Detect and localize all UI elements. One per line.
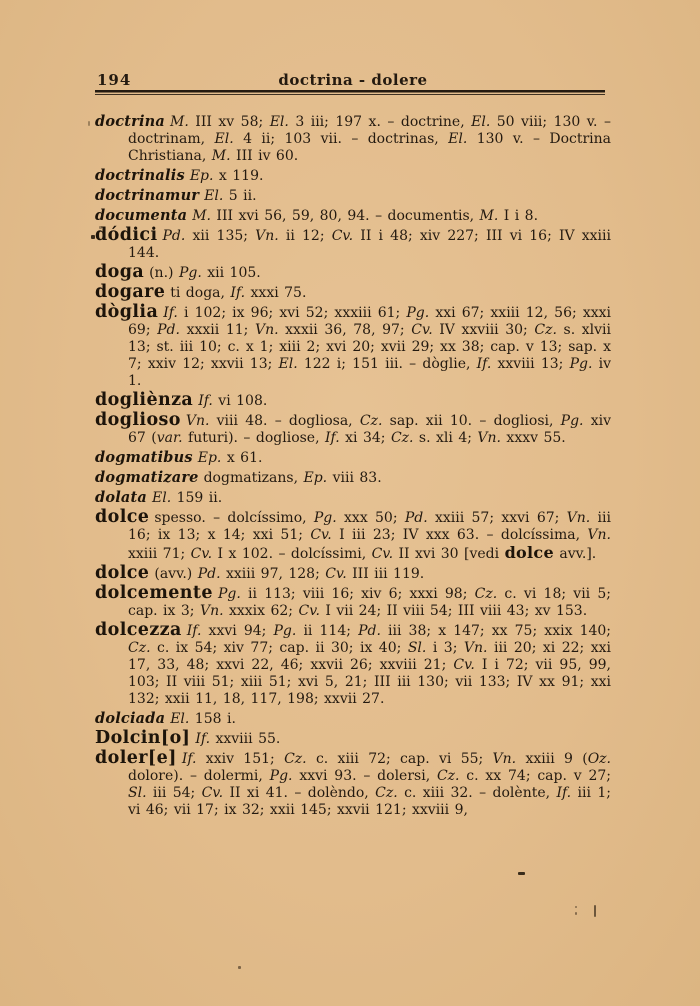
- entry-text: ti doga,: [170, 285, 231, 301]
- work-abbreviation: El.: [471, 114, 491, 130]
- entry-text: xxviii 13;: [491, 356, 570, 372]
- work-abbreviation: Cv.: [310, 527, 332, 543]
- headword: doglioso: [95, 410, 181, 430]
- entry-text: 159 ii.: [171, 490, 223, 506]
- headword: Dolcin[o]: [95, 728, 191, 748]
- work-abbreviation: Vn.: [254, 322, 279, 338]
- work-abbreviation: If.: [230, 285, 246, 301]
- entry-text: 130 v. – Doctrina Christiana,: [128, 131, 611, 164]
- entry-text: I vii 24; II viii 54; III viii 43; xv 153.: [319, 603, 588, 619]
- work-abbreviation: Pd.: [358, 623, 381, 639]
- scan-speck: [99, 226, 102, 229]
- entry-text: xxvi 94;: [201, 623, 274, 639]
- entry-text: xii 105.: [201, 265, 261, 281]
- work-abbreviation: El.: [170, 711, 190, 727]
- entry-text: II xvi 30 [vedi: [393, 546, 505, 562]
- entry-text: c. xiii 72; cap. vi 55;: [306, 751, 493, 767]
- entry-text: viii 83.: [327, 470, 382, 486]
- work-abbreviation: Cv.: [411, 322, 433, 338]
- entry-text: ii 114;: [296, 623, 359, 639]
- entry-text: iii 20; xi 22; xxi 17, 33, 48; xxvi 22, 46; xxvii 26; xxviii 21;: [128, 640, 612, 673]
- entry-text: xxiv 151;: [196, 751, 285, 767]
- entry-text: xxiii 57; xxvi 67;: [427, 510, 567, 526]
- entry-text: 3 iii; 197 x. – doctrine,: [288, 114, 472, 130]
- work-abbreviation: Pd.: [197, 566, 221, 582]
- work-abbreviation: If.: [186, 623, 202, 639]
- page-number: 194: [97, 71, 132, 89]
- entry: [95, 489, 611, 507]
- text-column: [95, 71, 611, 821]
- entry: [95, 509, 611, 563]
- entry-text: iii 1; vi 46; vii 17; ix 32; xxii 145; xxvii 121; xxviii 9,: [128, 785, 611, 818]
- work-abbreviation: Vn.: [492, 751, 517, 767]
- page-header: [95, 71, 611, 87]
- work-abbreviation: Pg.: [178, 265, 202, 281]
- entry-text: dolore). – dolermi,: [128, 768, 270, 784]
- entry-text: (avv.): [154, 566, 198, 582]
- work-abbreviation: Pg.: [406, 305, 430, 321]
- work-abbreviation: Pg.: [313, 510, 337, 526]
- entry-text: avv.].: [553, 546, 597, 562]
- work-abbreviation: If.: [181, 751, 197, 767]
- scan-speck: [518, 872, 525, 875]
- work-abbreviation: Vn.: [477, 430, 501, 446]
- entry: [95, 227, 611, 262]
- entry-text: I x 102. – dolcíssimi,: [212, 546, 372, 562]
- work-abbreviation: Cz.: [474, 586, 498, 602]
- scan-speck: [91, 235, 95, 239]
- work-abbreviation: Cz.: [359, 413, 383, 429]
- work-abbreviation: Vn.: [199, 603, 224, 619]
- entry-text: 4 ii; 103 vii. – doctrinas,: [233, 131, 449, 147]
- headword: doctrinalis: [95, 167, 185, 184]
- entry: [95, 113, 611, 165]
- headword: dogare: [95, 282, 166, 302]
- work-abbreviation: El.: [448, 131, 468, 147]
- headword: dódici: [95, 225, 158, 245]
- scan-speck: [594, 905, 596, 917]
- entry-text: i 3;: [426, 640, 464, 656]
- work-abbreviation: If.: [476, 356, 492, 372]
- work-abbreviation: M.: [170, 114, 189, 130]
- work-abbreviation: If.: [198, 393, 213, 409]
- entry-text: ii 113; viii 16; xiv 6; xxxi 98;: [240, 586, 475, 602]
- work-abbreviation: Ep.: [189, 168, 214, 184]
- entry-text: dogmatizans,: [203, 470, 304, 486]
- work-abbreviation: Pg.: [269, 768, 293, 784]
- work-abbreviation: Cz.: [436, 768, 460, 784]
- headword: dogmatizare: [95, 469, 199, 486]
- entry: [95, 187, 611, 205]
- entry-text: 158 i.: [189, 711, 236, 727]
- entry-text: c. xiii 32. – dolènte,: [397, 785, 557, 801]
- headword: dolcezza: [95, 620, 182, 640]
- scan-speck: [575, 906, 577, 908]
- headword: dolce: [95, 507, 150, 527]
- work-abbreviation: Pg.: [273, 623, 297, 639]
- work-abbreviation: El.: [278, 356, 298, 372]
- entry-text: xxxii 36, 78, 97;: [278, 322, 412, 338]
- entry-text: xii 135;: [185, 228, 256, 244]
- entry-text: xxiii 71;: [128, 546, 191, 562]
- work-abbreviation: Vn.: [185, 413, 210, 429]
- work-abbreviation: El.: [214, 131, 234, 147]
- entry-text: III iii 119.: [346, 566, 425, 582]
- work-abbreviation: Cv.: [331, 228, 354, 244]
- entry-text: 122 i; 151 iii. – dòglie,: [297, 356, 477, 372]
- work-abbreviation: If.: [556, 785, 572, 801]
- work-abbreviation: Pd.: [404, 510, 428, 526]
- work-abbreviation: Pg.: [560, 413, 584, 429]
- work-abbreviation: El.: [152, 490, 172, 506]
- entry: [95, 585, 611, 620]
- work-abbreviation: Cv.: [201, 785, 224, 801]
- entry-text: xiv 67 (: [128, 413, 612, 446]
- work-abbreviation: If.: [195, 731, 211, 747]
- entry-text: III xv 58;: [188, 114, 270, 130]
- entry-text: sap. xii 10. – dogliosi,: [382, 413, 561, 429]
- scan-speck: [575, 912, 577, 915]
- headword: documenta: [95, 207, 188, 224]
- headword: doga: [95, 262, 145, 282]
- entry-text: iii 38; x 147; xx 75; xxix 140;: [380, 623, 612, 639]
- entry-text: xxvi 93. – dolersi,: [292, 768, 437, 784]
- entry: [95, 264, 611, 282]
- work-abbreviation: El.: [204, 188, 224, 204]
- entry-text: xxviii 55.: [210, 731, 281, 747]
- entry-text: (n.): [149, 265, 179, 281]
- entries-list: [95, 113, 611, 819]
- entry-text: spesso. – dolcíssimo,: [154, 510, 314, 526]
- headword: dolata: [95, 489, 148, 506]
- entry-text: I iii 23; IV xxx 63. – dolcíssima,: [331, 527, 588, 543]
- work-abbreviation: Cv.: [325, 566, 347, 582]
- work-abbreviation: Oz.: [587, 751, 611, 767]
- entry: [95, 207, 611, 225]
- headword: dogmatibus: [95, 449, 193, 466]
- entry-text: i 102; ix 96; xvi 52; xxxiii 61;: [177, 305, 407, 321]
- headword: dolciada: [95, 710, 166, 727]
- work-abbreviation: Cv.: [298, 603, 320, 619]
- entry-text: s. xlvii 13; st. iii 10; c. x 1; xiii 2; xvi 20; xvii 29; xx 38; cap. v 13; sap. x 7; xxiv 12; xxvii 13;: [128, 322, 612, 372]
- entry-text: xi 34;: [339, 430, 391, 446]
- entry: [95, 750, 611, 819]
- work-abbreviation: Vn.: [566, 510, 591, 526]
- entry-text: x 119.: [213, 168, 264, 184]
- work-abbreviation: Sl.: [407, 640, 427, 656]
- entry: [95, 167, 611, 185]
- header-rule: [95, 90, 605, 96]
- entry: [95, 284, 611, 302]
- work-abbreviation: Cz.: [375, 785, 398, 801]
- entry-text: xxi 67; xxiii 12, 56; xxxi 69;: [128, 305, 611, 338]
- entry-text: IV xxviii 30;: [432, 322, 535, 338]
- work-abbreviation: Cv.: [453, 657, 475, 673]
- work-abbreviation: M.: [211, 148, 231, 164]
- scan-speck: [238, 966, 241, 969]
- work-abbreviation: Cz.: [534, 322, 557, 338]
- entry-text: II xi 41. – dolèndo,: [223, 785, 376, 801]
- entry-text: xxxv 55.: [500, 430, 566, 446]
- entry-text: c. vi 18; vii 5; cap. ix 3;: [128, 586, 612, 619]
- entry-text: iv 1.: [128, 356, 611, 389]
- entry-text: xxx 50;: [336, 510, 405, 526]
- entry-text: 50 viii; 130 v. – doctrinam,: [128, 114, 611, 147]
- entry: [95, 392, 611, 410]
- work-abbreviation: If.: [163, 305, 178, 321]
- headword: doctrinamur: [95, 187, 200, 204]
- entry-text: vi 108.: [212, 393, 268, 409]
- work-abbreviation: Vn.: [587, 527, 611, 543]
- entry-text: xxxi 75.: [245, 285, 307, 301]
- entry-text: iii 16; ix 13; x 14; xxi 51;: [128, 510, 611, 543]
- entry-text: dolce: [504, 543, 554, 562]
- entry: [95, 469, 611, 487]
- scan-speck: [88, 121, 90, 126]
- entry-text: x 61.: [221, 450, 263, 466]
- headword: doctrina: [95, 113, 166, 130]
- entry-text: xxiii 97, 128;: [220, 566, 326, 582]
- entry-text: xxxix 62;: [223, 603, 299, 619]
- entry-text: III xvi 56, 59, 80, 94. – documentis,: [210, 208, 480, 224]
- entry: [95, 710, 611, 728]
- headword: dolce: [95, 563, 150, 583]
- entry-text: futuri). – dogliose,: [182, 430, 325, 446]
- work-abbreviation: Ep.: [197, 450, 222, 466]
- entry-text: c. xx 74; cap. v 27;: [459, 768, 611, 784]
- headword: doler[e]: [95, 748, 177, 768]
- work-abbreviation: Pg.: [217, 586, 241, 602]
- entry: [95, 565, 611, 583]
- entry-text: c. ix 54; xiv 77; cap. ii 30; ix 40;: [150, 640, 408, 656]
- entry-text: II i 48; xiv 227; III vi 16; IV xxiii 144.: [128, 228, 611, 261]
- work-abbreviation: If.: [325, 430, 340, 446]
- headword: dolcemente: [95, 583, 213, 603]
- work-abbreviation: Vn.: [463, 640, 488, 656]
- entry-text: I i 8.: [498, 208, 539, 224]
- entry-text: viii 48. – dogliosa,: [209, 413, 360, 429]
- entry-text: III iv 60.: [230, 148, 299, 164]
- entry-text: 5 ii.: [223, 188, 257, 204]
- entry-text: s. xli 4;: [413, 430, 478, 446]
- entry-text: I i 72; vii 95, 99, 103; II viii 51; xiii 51; xvi 5, 21; III iii 130; vii 133; IV xx 91; xxi 132; xxii 11, 18, 117, 198; xxvii 27.: [128, 657, 611, 707]
- entry-text: xxxii 11;: [179, 322, 255, 338]
- running-header: doctrina - dolere: [278, 71, 428, 89]
- entry: [95, 449, 611, 467]
- work-abbreviation: Cz.: [128, 640, 151, 656]
- work-abbreviation: Cv.: [190, 546, 213, 562]
- entry: [95, 622, 611, 708]
- work-abbreviation: Vn.: [255, 228, 279, 244]
- work-abbreviation: Cz.: [390, 430, 414, 446]
- work-abbreviation: Sl.: [128, 785, 147, 801]
- entry: [95, 412, 611, 447]
- work-abbreviation: Cv.: [371, 546, 394, 562]
- work-abbreviation: Pd.: [162, 228, 186, 244]
- entry-text: xxiii 9 (: [516, 751, 588, 767]
- work-abbreviation: M.: [192, 208, 211, 224]
- work-abbreviation: Pd.: [157, 322, 180, 338]
- entry: [95, 304, 611, 390]
- work-abbreviation: var.: [156, 430, 183, 446]
- work-abbreviation: Cz.: [284, 751, 307, 767]
- entry: [95, 730, 611, 748]
- headword: dogliènza: [95, 390, 194, 410]
- work-abbreviation: Ep.: [303, 470, 328, 486]
- entry-text: iii 54;: [146, 785, 202, 801]
- work-abbreviation: Pg.: [569, 356, 593, 372]
- work-abbreviation: El.: [269, 114, 289, 130]
- headword: dòglia: [95, 302, 159, 322]
- work-abbreviation: M.: [479, 208, 499, 224]
- entry-text: ii 12;: [278, 228, 332, 244]
